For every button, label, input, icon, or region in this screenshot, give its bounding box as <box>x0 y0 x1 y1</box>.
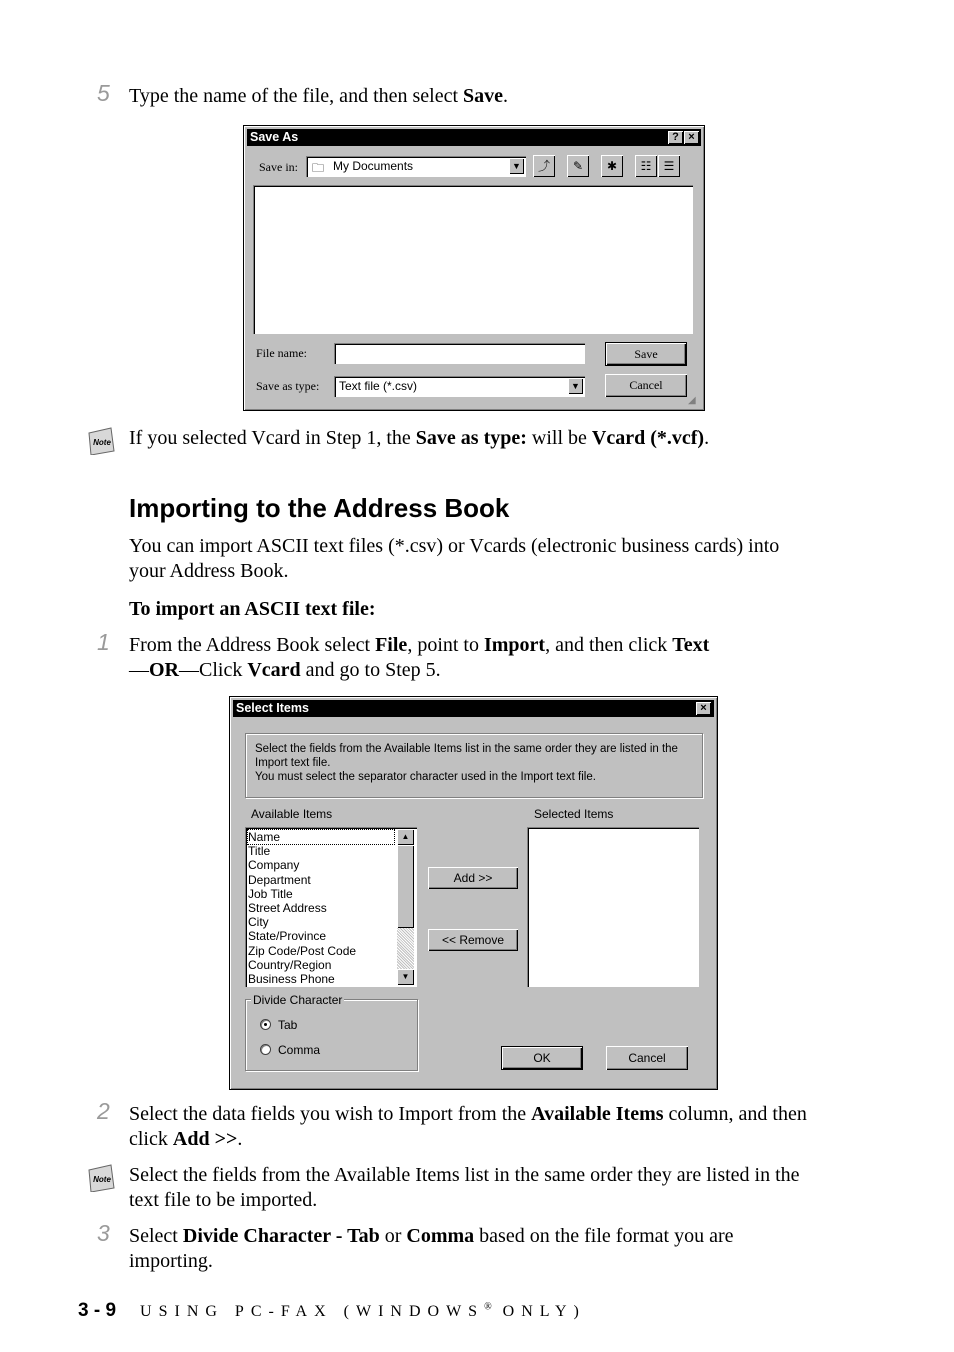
remove-button[interactable]: << Remove <box>428 929 518 951</box>
list-item[interactable]: Street Address <box>248 901 327 915</box>
scroll-up-icon[interactable]: ▲ <box>397 829 414 845</box>
intro-paragraph: You can import ASCII text files (*.csv) or Vcards (electronic business cards) into your Address Book. <box>129 535 780 582</box>
file-name-label: File name: <box>256 346 307 360</box>
list-item[interactable]: Job Title <box>248 886 293 901</box>
scroll-thumb[interactable] <box>397 845 414 928</box>
divide-character-label: Divide Character <box>253 993 343 1007</box>
save-in-dropdown[interactable]: 🗀 My Documents ▼ <box>306 156 526 177</box>
list-item[interactable]: Business Phone <box>248 972 335 986</box>
cancel-button[interactable]: Cancel <box>605 374 687 397</box>
page-number: 3 - 9 <box>78 1300 117 1321</box>
step-number: 5 <box>97 80 110 106</box>
selected-items-label: Selected Items <box>534 807 614 821</box>
list-item[interactable]: Department <box>248 872 311 887</box>
save-as-type-label: Save as type: <box>256 379 320 393</box>
list-scrollbar[interactable] <box>397 829 414 985</box>
chevron-down-icon[interactable]: ▼ <box>509 158 524 174</box>
note-icon-label: Note <box>93 438 111 447</box>
close-icon[interactable]: × <box>684 131 699 144</box>
registered-mark: ® <box>484 1301 492 1313</box>
instructions-text: Select the fields from the Available Items list in the same order they are listed in the Import text file. You must select the separator character used in the Import text file. <box>255 743 678 783</box>
note1-text: If you selected Vcard in Step 1, the Save as type: will be Vcard (*.vcf). <box>129 427 710 449</box>
resize-grip-icon[interactable]: ◢ <box>688 395 696 406</box>
up-folder-icon[interactable]: ⤴ <box>533 155 555 177</box>
step-number: 1 <box>97 629 110 655</box>
list-item[interactable]: Country/Region <box>248 957 332 972</box>
footer-text: USING PC-FAX (WINDOWS <box>140 1303 485 1320</box>
list-view-icon[interactable]: ☷ <box>635 155 657 177</box>
dialog-title: Select Items <box>236 701 309 715</box>
file-name-input[interactable] <box>334 343 585 364</box>
save-in-label: Save in: <box>259 160 298 174</box>
list-item[interactable]: City <box>248 915 269 930</box>
list-item[interactable]: Zip Code/Post Code <box>248 943 357 958</box>
comma-radio[interactable] <box>260 1044 271 1055</box>
page-footer <box>78 1300 586 1322</box>
section-heading: Importing to the Address Book <box>129 493 510 523</box>
list-item[interactable]: Title <box>248 844 271 859</box>
selected-items-list[interactable] <box>527 827 699 987</box>
step1-text: From the Address Book select File, point to Import, and then click Text —OR—Click Vcard and go to Step 5. <box>129 634 710 681</box>
tab-radio[interactable] <box>260 1019 271 1030</box>
help-icon[interactable]: ? <box>668 131 683 144</box>
available-items-label: Available Items <box>251 807 333 821</box>
list-item[interactable]: Company <box>248 858 300 873</box>
list-item[interactable]: Name <box>248 830 394 844</box>
step-number: 2 <box>97 1098 110 1124</box>
list-item[interactable]: State/Province <box>248 929 327 944</box>
note2-text: Select the fields from the Available Items list in the same order they are listed in the text file to be imported. <box>129 1164 800 1211</box>
comma-option-label: Comma <box>278 1043 321 1057</box>
folder-icon: 🗀 <box>312 161 325 175</box>
save-as-type-dropdown[interactable]: Text file (*.csv) ▼ <box>334 376 585 397</box>
step3-text: Select Divide Character - Tab or Comma based on the file format you are importing. <box>129 1225 734 1272</box>
footer-text-2: ONLY) <box>491 1303 586 1320</box>
tab-option-label: Tab <box>278 1018 298 1032</box>
file-list-area[interactable] <box>253 185 693 334</box>
desktop-icon[interactable]: ✎ <box>567 155 589 177</box>
divide-character-group <box>245 999 418 1071</box>
add-button[interactable]: Add >> <box>428 867 518 889</box>
cancel-button[interactable]: Cancel <box>606 1046 688 1070</box>
close-icon[interactable]: × <box>696 702 711 715</box>
note-icon <box>86 425 116 455</box>
note-icon-label: Note <box>93 1175 111 1184</box>
step5-text: Type the name of the file, and then select Save. <box>129 85 509 107</box>
dialog-title: Save As <box>250 130 299 144</box>
subheading: To import an ASCII text file: <box>129 598 376 620</box>
scroll-down-icon[interactable]: ▼ <box>397 969 414 985</box>
ok-button[interactable]: OK <box>501 1046 583 1070</box>
new-folder-icon[interactable]: ✱ <box>601 155 623 177</box>
dialog-titlebar <box>247 129 701 146</box>
note-icon <box>86 1162 116 1192</box>
details-view-icon[interactable]: ☰ <box>658 155 680 177</box>
dialog-titlebar <box>233 700 714 717</box>
chevron-down-icon[interactable]: ▼ <box>568 378 583 394</box>
save-button[interactable]: Save <box>605 342 687 366</box>
step2-text: Select the data fields you wish to Import from the Available Items column, and then click Add >>. <box>129 1103 807 1150</box>
step-number: 3 <box>97 1220 110 1246</box>
